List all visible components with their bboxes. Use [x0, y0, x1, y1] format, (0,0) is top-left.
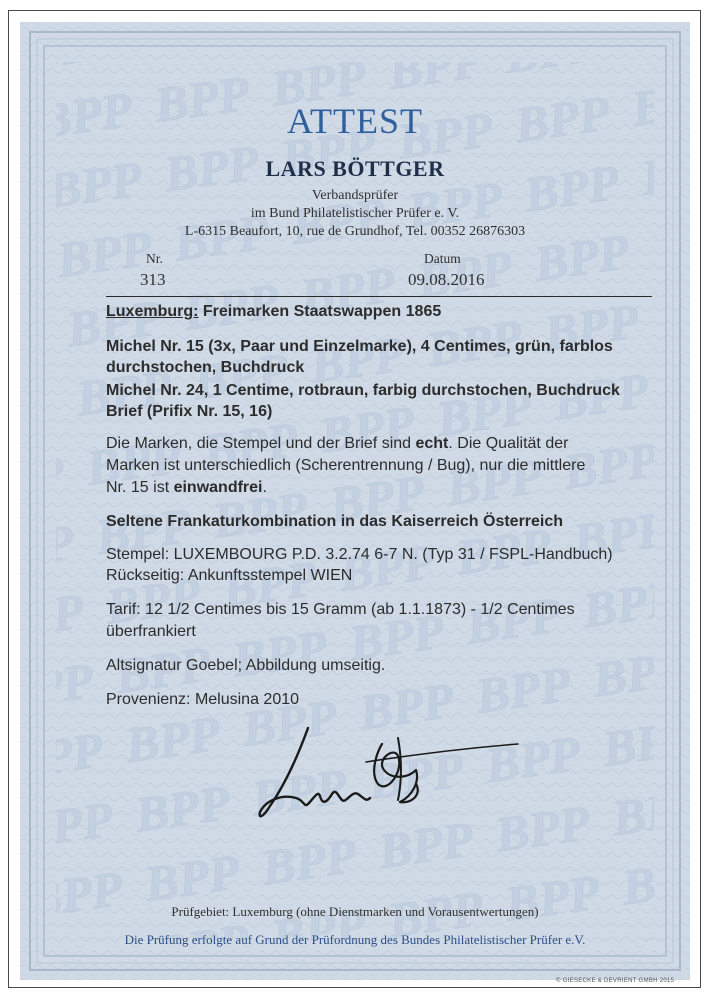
certificate-paper — [20, 22, 690, 980]
item1-line1: Michel Nr. 15 (3x, Paar und Einzelmarke), 4 Centimes, grün, farblos — [106, 338, 613, 355]
header-divider — [106, 296, 652, 297]
examiner-name: LARS BÖTTGER — [265, 156, 445, 181]
date-label: Datum — [424, 251, 461, 266]
cancel-line1: Stempel: LUXEMBOURG P.D. 3.2.74 6-7 N. (Typ 31 / FSPL-Handbuch) — [106, 546, 613, 563]
number-label: Nr. — [146, 251, 163, 266]
old-signature-note: Altsignatur Goebel; Abbildung umseitig. — [106, 657, 386, 674]
verdict-line3-c: . — [262, 479, 267, 496]
verdict-flawless: einwandfrei — [173, 479, 263, 496]
verdict-text-c: . Die Qualität der — [448, 435, 569, 452]
verdict-line3-a: Nr. 15 ist — [106, 479, 174, 496]
certificate-date: 09.08.2016 — [408, 270, 485, 289]
verdict-line1 — [106, 433, 666, 454]
verdict-text-a: Die Marken, die Stempel und der Brief sind — [106, 435, 416, 452]
examiner-signature — [248, 720, 538, 830]
printer-imprint: © GIESECKE & DEVRIENT GMBH 2015 — [556, 978, 675, 984]
examiner-address: L-6315 Beaufort, 10, rue de Grundhof, Tel. 00352 26876303 — [184, 224, 526, 239]
country-name: Luxemburg: — [106, 303, 199, 320]
certificate-number: 313 — [140, 270, 166, 289]
stamp-series: Freimarken Staatswappen 1865 — [198, 303, 442, 320]
examiner-association: im Bund Philatelistischer Prüfer e. V. — [250, 206, 460, 221]
examiner-role: Verbandsprüfer — [311, 188, 399, 203]
cancel-line2: Rückseitig: Ankunftsstempel WIEN — [106, 567, 353, 584]
item2: Michel Nr. 24, 1 Centime, rotbraun, farbig durchstochen, Buchdruck — [106, 382, 620, 399]
subject-line — [106, 301, 666, 322]
certificate-title: ATTEST — [287, 101, 423, 141]
rarity-note: Seltene Frankaturkombination in das Kaiserreich Österreich — [106, 513, 564, 530]
tariff-line1: Tarif: 12 1/2 Centimes bis 15 Gramm (ab 1.1.1873) - 1/2 Centimes — [106, 601, 575, 618]
tariff-line2: überfrankiert — [106, 623, 196, 640]
verdict-line2: Marken ist unterschiedlich (Scherentrennung / Bug), nur die mittlere — [106, 457, 586, 474]
verdict-genuine: echt — [415, 435, 449, 452]
certificate-content — [20, 22, 690, 980]
item1-line2: durchstochen, Buchdruck — [106, 359, 305, 376]
examination-rules: Die Prüfung erfolgte auf Grund der Prüfordnung des Bundes Philatelistischer Prüfer e.V. — [124, 932, 586, 947]
examination-scope: Prüfgebiet: Luxemburg (ohne Dienstmarken und Vorausentwertungen) — [171, 904, 539, 919]
item3: Brief (Prifix Nr. 15, 16) — [106, 403, 273, 420]
provenance-note: Provenienz: Melusina 2010 — [106, 691, 300, 708]
verdict-line3 — [106, 477, 666, 498]
